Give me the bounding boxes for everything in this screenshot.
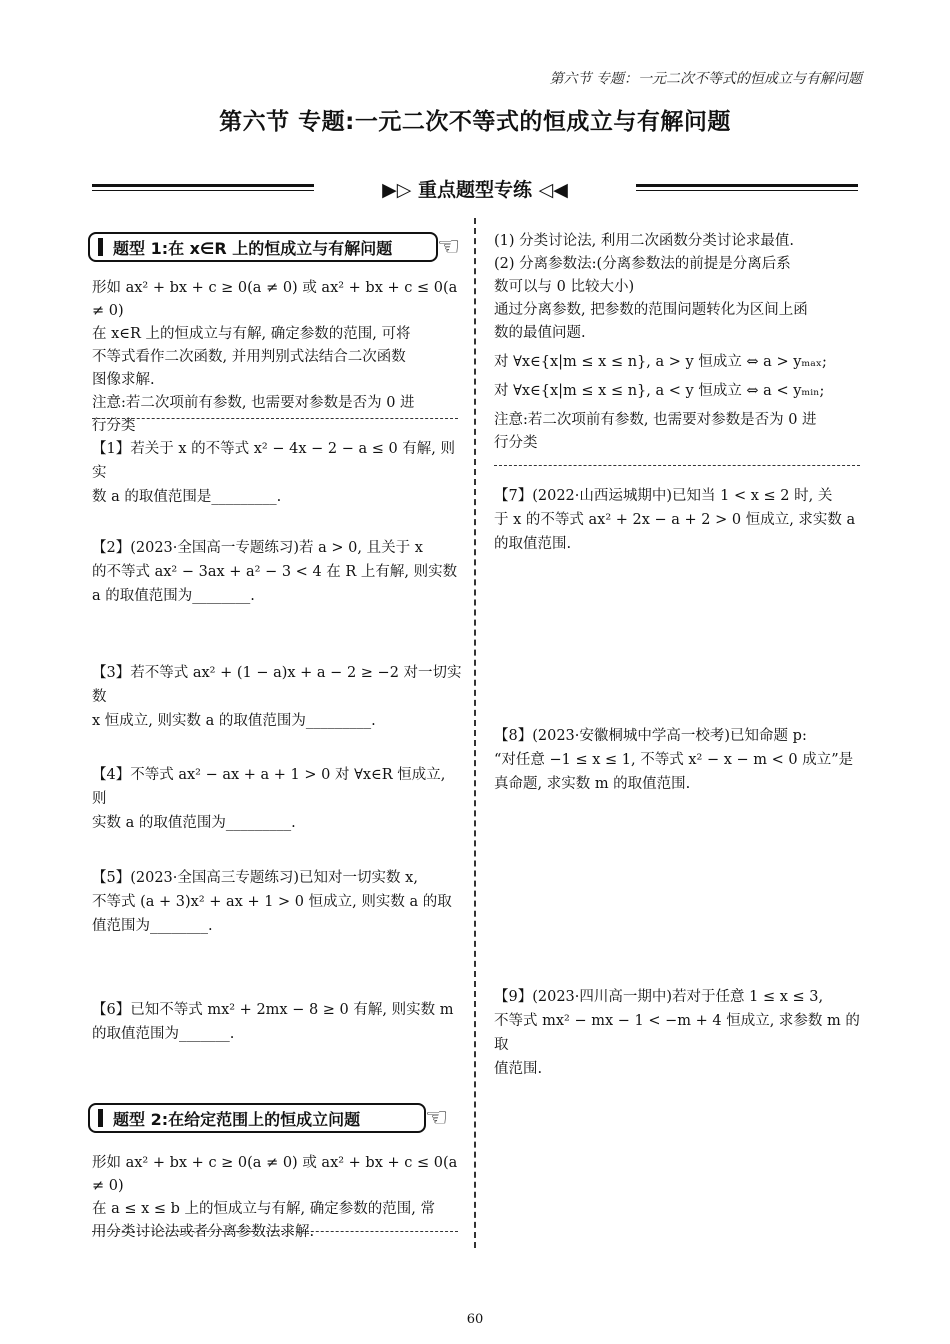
problem-3: [92, 661, 464, 733]
type2-heading: 题型 2:在给定范围上的恒成立问题: [113, 1109, 361, 1129]
problem-line: 真命题, 求实数 m 的取值范围.: [494, 776, 691, 792]
intro-line: 对 ∀x∈{x|m ≤ x ≤ n}, a < y 恒成立 ⇔ a < yₘᵢₙ;: [494, 383, 825, 399]
section-banner: ▶▷ 重点题型专练 ◁◀: [382, 179, 568, 201]
running-header: 第六节 专题：一元二次不等式的恒成立与有解问题: [549, 71, 862, 87]
type1-heading-box: [88, 232, 438, 262]
problem-line: 【1】若关于 x 的不等式 x² − 4x − 2 − a ≤ 0 有解, 则实: [92, 441, 456, 481]
problem-line: 不等式 mx² − mx − 1 < −m + 4 恒成立, 求参数 m 的取: [494, 1013, 860, 1053]
problem-line: 【6】已知不等式 mx² + 2mx − 8 ≥ 0 有解, 则实数 m: [92, 1002, 454, 1018]
intro-line: 对 ∀x∈{x|m ≤ x ≤ n}, a > y 恒成立 ⇔ a > yₘₐₓ;: [494, 354, 827, 370]
type1-line: 形如 ax² + bx + c ≥ 0(a ≠ 0) 或 ax² + bx + c ≤ 0(a ≠ 0): [92, 280, 458, 319]
problem-line: 的取值范围.: [494, 536, 572, 552]
problem-line: 【8】(2023·安徽桐城中学高一校考)已知命题 p:: [494, 728, 807, 744]
intro-line: (2) 分离参数法:(分离参数法的前提是分离后系: [494, 256, 791, 272]
heading-bar: [98, 238, 103, 256]
heading-bar: [98, 1109, 103, 1127]
intro-line: 通过分离参数, 把参数的范围问题转化为区间上函: [494, 302, 808, 318]
intro-line: (1) 分类讨论法, 利用二次函数分类讨论求最值.: [494, 233, 794, 249]
column-divider: [474, 218, 476, 1248]
type2-heading-box: [88, 1103, 426, 1133]
type2-line: 形如 ax² + bx + c ≥ 0(a ≠ 0) 或 ax² + bx + c ≤ 0(a ≠ 0): [92, 1155, 458, 1194]
problem-line: 实数 a 的取值范围为_________.: [92, 815, 296, 831]
intro-line: 注意:若二次项前有参数, 也需要对参数是否为 0 进: [494, 412, 817, 428]
banner-rule-left: [92, 184, 314, 191]
type1-line: 行分类: [92, 418, 136, 434]
problem-line: 的取值范围为_______.: [92, 1026, 235, 1042]
problem-line: x 恒成立, 则实数 a 的取值范围为_________.: [92, 713, 376, 729]
problem-line: 不等式 (a + 3)x² + ax + 1 > 0 恒成立, 则实数 a 的取: [92, 894, 452, 910]
intro-line: 行分类: [494, 435, 538, 451]
intro-line: 数的最值问题.: [494, 325, 586, 341]
problem-line: 的不等式 ax² − 3ax + a² − 3 < 4 在 R 上有解, 则实数: [92, 564, 458, 580]
pointing-hand-icon: ☜: [425, 1103, 449, 1133]
type1-line: 不等式看作二次函数, 并用判别式法结合二次函数: [92, 349, 406, 365]
problem-line: 数 a 的取值范围是_________.: [92, 489, 282, 505]
problem-line: 于 x 的不等式 ax² + 2x − a + 2 > 0 恒成立, 求实数 a: [494, 512, 856, 528]
problem-line: 【3】若不等式 ax² + (1 − a)x + a − 2 ≥ −2 对一切实数: [92, 665, 462, 705]
section-separator: [92, 418, 458, 419]
problem-line: 【9】(2023·四川高一期中)若对于任意 1 ≤ x ≤ 3,: [494, 989, 824, 1005]
problem-line: “对任意 −1 ≤ x ≤ 1, 不等式 x² − x − m < 0 成立”是: [494, 752, 854, 768]
problem-1: [92, 437, 464, 509]
problem-line: 【7】(2022·山西运城期中)已知当 1 < x ≤ 2 时, 关: [494, 488, 833, 504]
type1-line: 在 x∈R 上的恒成立与有解, 确定参数的范围, 可将: [92, 326, 411, 342]
banner-rule-right: [636, 184, 858, 191]
problem-6: [92, 998, 464, 1046]
problem-7: [494, 484, 866, 556]
problem-line: 【5】(2023·全国高三专题练习)已知对一切实数 x,: [92, 870, 418, 886]
type1-description: [92, 277, 464, 438]
type2-line: 在 a ≤ x ≤ b 上的恒成立与有解, 确定参数的范围, 常: [92, 1201, 435, 1217]
type2-line: 用分类讨论法或者分离参数法求解.: [92, 1224, 315, 1240]
section-separator: [494, 465, 860, 466]
problem-2: [92, 536, 464, 608]
problem-5: [92, 866, 464, 938]
problem-line: 【4】不等式 ax² − ax + a + 1 > 0 对 ∀x∈R 恒成立, 则: [92, 767, 446, 807]
intro-line: 数可以与 0 比较大小): [494, 279, 635, 295]
page-title: 第六节 专题:一元二次不等式的恒成立与有解问题: [219, 109, 731, 135]
problem-line: 值范围为________.: [92, 918, 213, 934]
method-intro: [494, 230, 866, 455]
problem-line: a 的取值范围为________.: [92, 588, 255, 604]
type1-line: 图像求解.: [92, 372, 155, 388]
problem-9: [494, 985, 866, 1081]
page-number: 60: [466, 1312, 484, 1327]
problem-8: [494, 724, 866, 796]
type1-heading: 题型 1:在 x∈R 上的恒成立与有解问题: [113, 238, 393, 258]
section-separator: [92, 1231, 458, 1232]
problem-line: 【2】(2023·全国高一专题练习)若 a > 0, 且关于 x: [92, 540, 423, 556]
pointing-hand-icon: ☜: [437, 232, 461, 262]
problem-line: 值范围.: [494, 1061, 543, 1077]
problem-4: [92, 763, 464, 835]
type1-line: 注意:若二次项前有参数, 也需要对参数是否为 0 进: [92, 395, 415, 411]
